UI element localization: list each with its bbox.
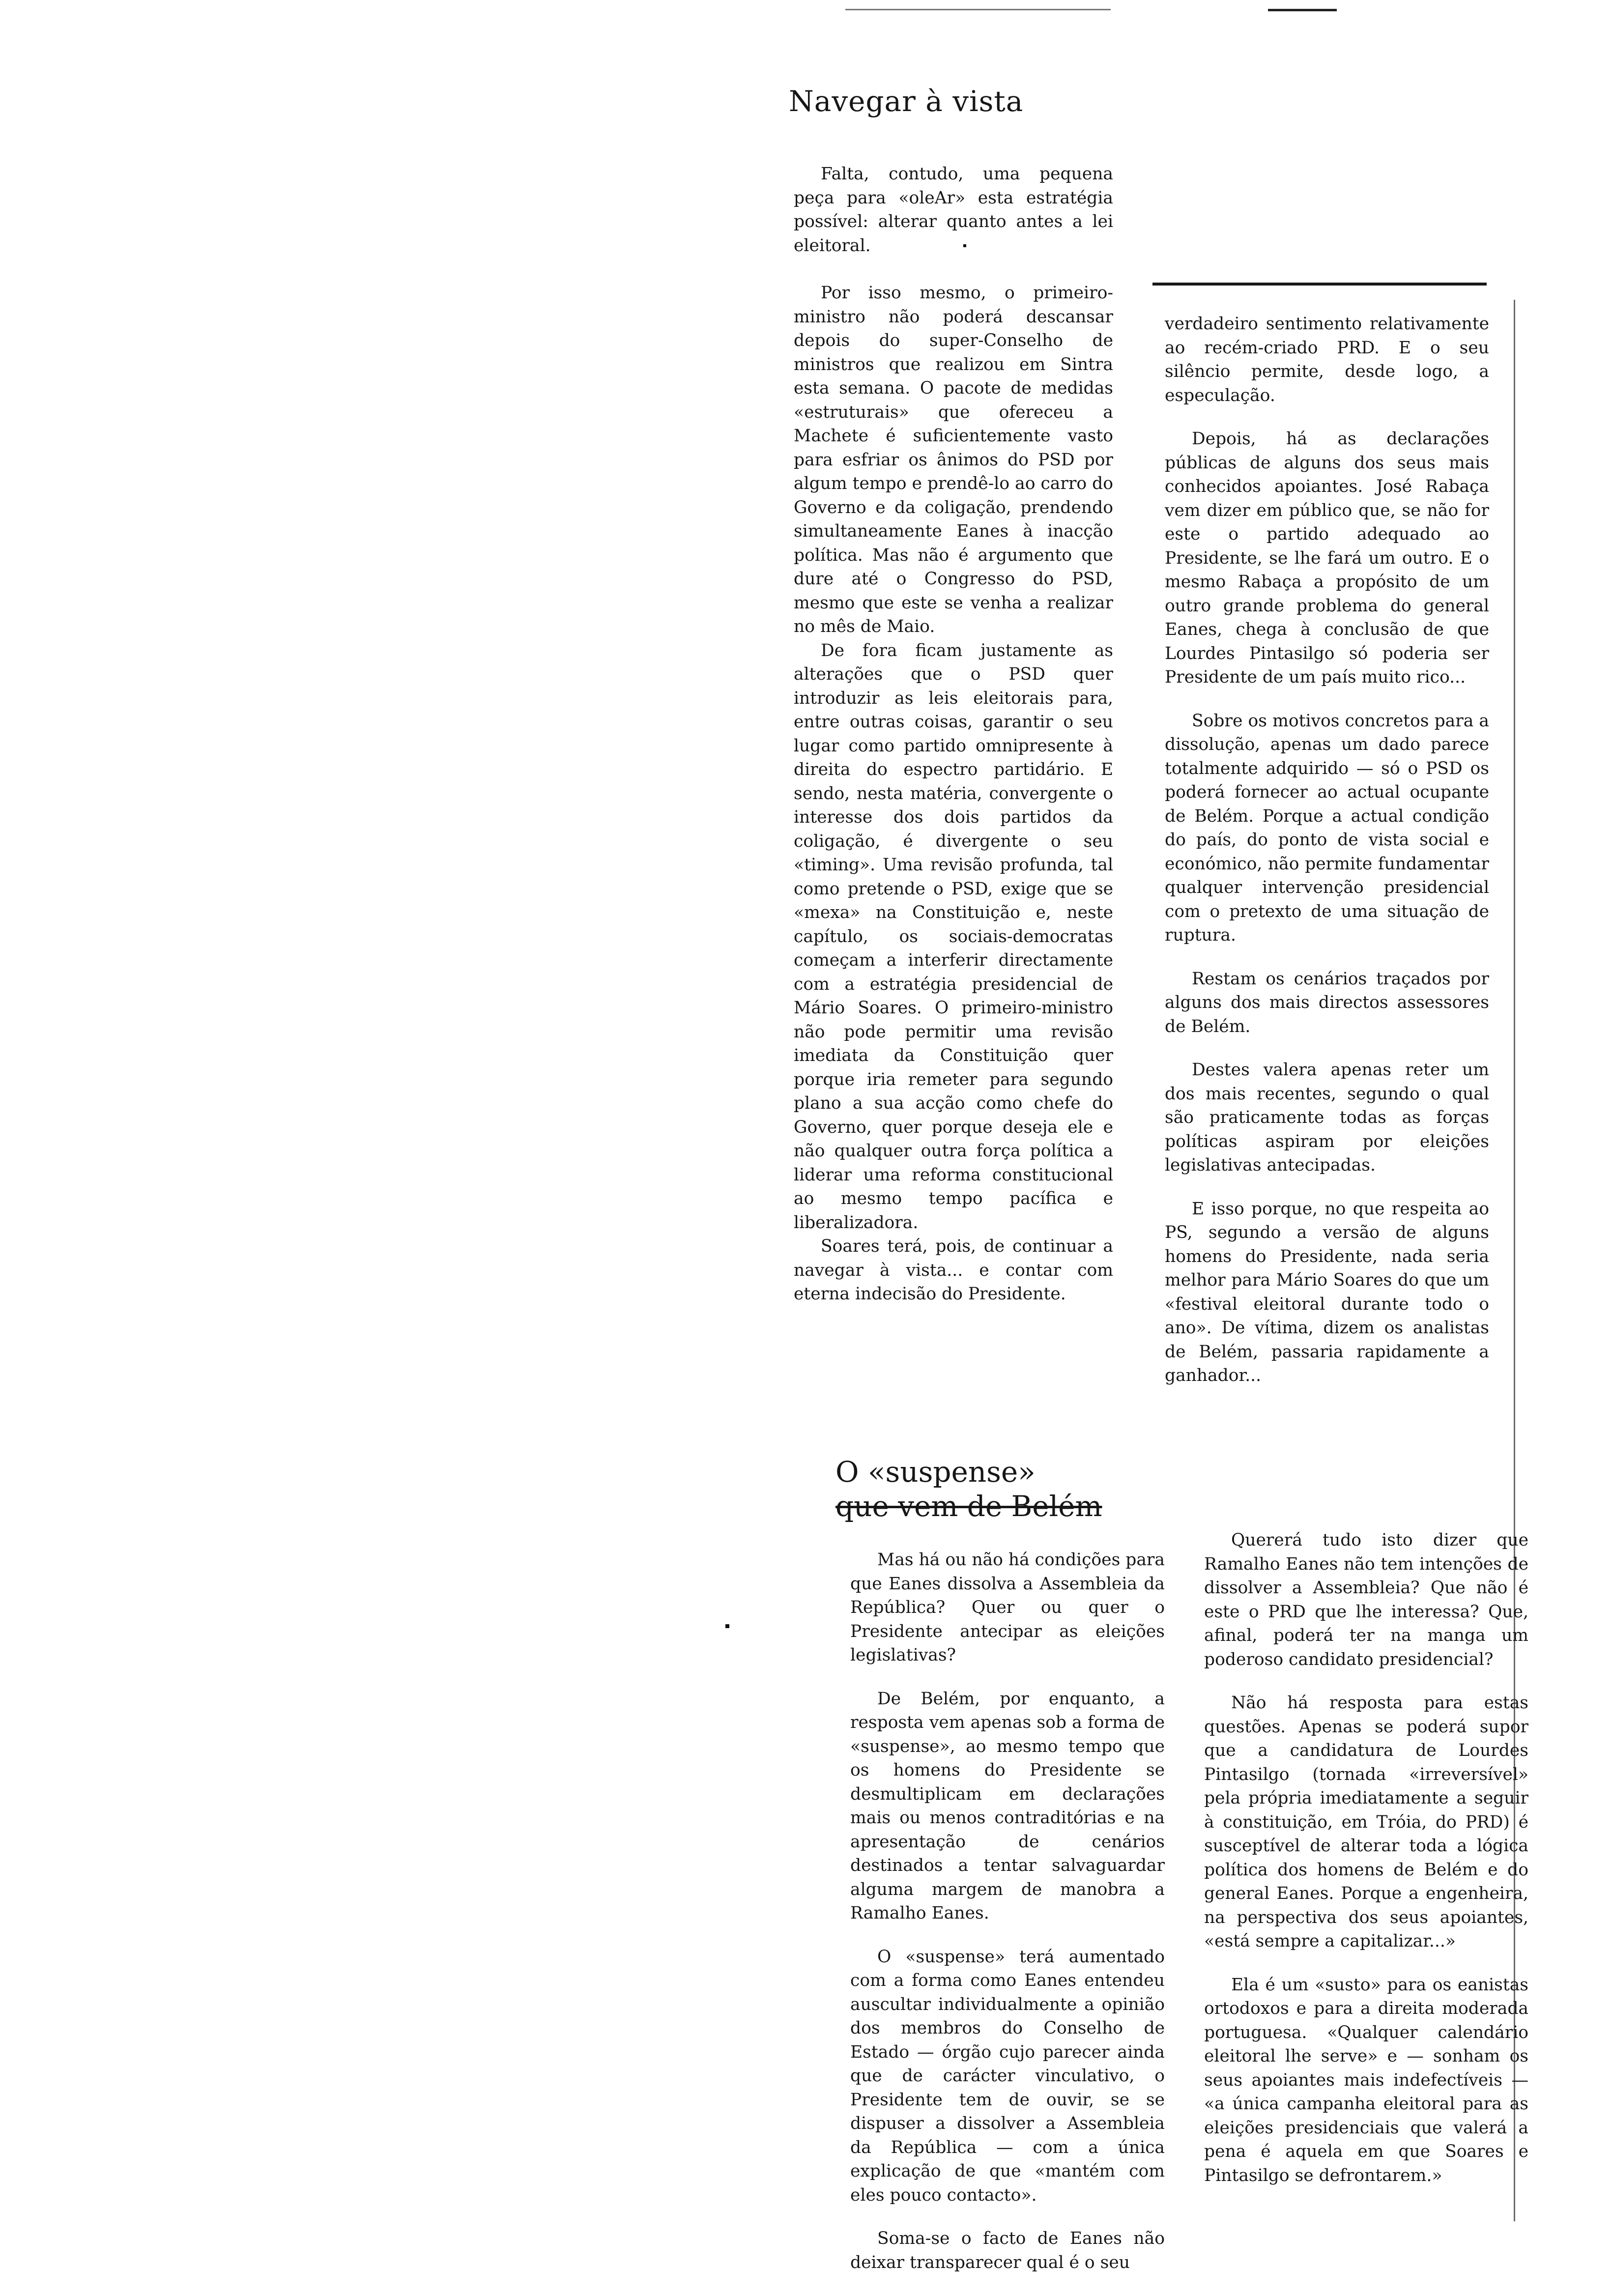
paragraph: Falta, contudo, uma pequena peça para «oleAr» esta estratégia possível: alterar quanto antes a lei eleitoral. — [794, 164, 1113, 256]
paragraph: Por isso mesmo, o primeiro-ministro não poderá descansar depois do super-Conselho de ministros que realizou em Sintra esta semana. O pacote de medidas «estruturais» que ofereceu a Machete é suficientemente vasto para esfriar os ânimos do PSD por algum tempo e prendê-lo ao carro do Governo e da coligação, prendendo simultaneamente Eanes à inacção política. Mas não é argumento que dure até o Congresso do PSD, mesmo que este se venha a realizar no mês de Maio. — [794, 283, 1113, 636]
scan-edge-mark — [1268, 9, 1337, 11]
paragraph: Mas há ou não há condições para que Eanes dissolva a Assembleia da República? Quer ou quer o Presidente antecipar as eleições legislativas? — [850, 1550, 1165, 1665]
subheading-line: O «suspense» — [835, 1455, 1036, 1489]
bottom-left-column — [850, 1548, 1165, 2274]
paragraph: E isso porque, no que respeita ao PS, segundo a versão de alguns homens do Presidente, nada seria melhor para Mário Soares do que um «festival eleitoral durante todo o ano». De vítima, dizem os analistas de Belém, passaria rapidamente a ganhador... — [1165, 1199, 1489, 1385]
paragraph: Ela é um «susto» para os eanistas ortodoxos e para a direita moderada portuguesa. «Qualquer calendário eleitoral lhe serve» e — sonham os seus apoiantes mais indefectíveis — «a única campanha eleitoral para as eleições presidenciais que valerá a pena é aquela em que Soares e Pintasilgo se defrontarem.» — [1204, 1975, 1528, 2185]
paragraph: Soma-se o facto de Eanes não deixar transparecer qual é o seu — [850, 2229, 1165, 2272]
paragraph: Não há resposta para estas questões. Apenas se poderá supor que a candidatura de Lourdes Pintasilgo (tornada «irreversível» pela própria imediatamente a seguir à constituição, em Tróia, do PRD) é susceptível de alterar toda a lógica política dos homens de Belém e do general Eanes. Porque a engenheira, na perspectiva dos seus apoiantes, «está sempre a capitalizar...» — [1204, 1693, 1528, 1951]
paragraph: Restam os cenários traçados por alguns dos mais directos assessores de Belém. — [1165, 969, 1489, 1036]
paragraph: Quererá tudo isto dizer que Ramalho Eanes não tem intenções de dissolver a Assembleia? Que não é este o PRD que lhe interessa? Que, afinal, poderá ter na manga um poderoso candidato presidencial? — [1204, 1530, 1528, 1669]
paragraph: Sobre os motivos concretos para a dissolução, apenas um dado parece totalmente adquirido — só o PSD os poderá fornecer ao actual ocupante de Belém. Porque a actual condição do país, do ponto de vista social e económico, não permite fundamentar qualquer intervenção presidencial com o pretexto de uma situação de ruptura. — [1165, 711, 1489, 945]
scan-edge-mark — [845, 9, 1111, 10]
scan-speck — [725, 1624, 729, 1628]
paragraph: O «suspense» terá aumentado com a forma como Eanes entendeu auscultar individualmente a opinião dos membros do Conselho de Estado — órgão cujo parecer ainda que de carácter vinculativo, o Presidente tem de ouvir, se se dispuser a dissolver a Assembleia da República — com a única explicação de que «mantém com eles pouco contacto». — [850, 1947, 1165, 2205]
column-top-rule — [1152, 283, 1487, 286]
top-right-column — [1165, 312, 1489, 1388]
paragraph: Destes valera apenas reter um dos mais recentes, segundo o qual são praticamente todas as forças políticas aspiram por eleições legislativas antecipadas. — [1165, 1060, 1489, 1175]
paragraph: De Belém, por enquanto, a resposta vem apenas sob a forma de «suspense», ao mesmo tempo que os homens do Presidente se desmultiplicam em declarações mais ou menos contraditórias e na apresentação de cenários destinados a tentar salvaguardar alguma margem de manobra a Ramalho Eanes. — [850, 1689, 1165, 1923]
paragraph: De fora ficam justamente as alterações que o PSD quer introduzir as leis eleitorais para, entre outras coisas, garantir o seu lugar como partido omnipresente à direita do espectro partidário. E sendo, nesta matéria, convergente o interesse dos dois partidos da coligação, é divergente o seu «timing». Uma revisão profunda, tal como pretende o PSD, exige que se «mexa» na Constituição e, neste capítulo, os sociais-democratas começam a interferir directamente com a estratégia presidencial de Mário Soares. O primeiro-ministro não pode permitir uma revisão imediata da Constituição quer porque iria remeter para segundo plano a sua acção como chefe do Governo, quer porque deseja ele e não qualquer outra força política a liderar uma reforma constitucional ao mesmo tempo pacífica e liberalizadora. — [794, 640, 1113, 1233]
paragraph: Soares terá, pois, de continuar a navegar à vista... e contar com eterna indecisão do Presidente. — [794, 1236, 1113, 1304]
paragraph: verdadeiro sentimento relativamente ao recém-criado PRD. E o seu silêncio permite, desde logo, a especulação. — [1165, 314, 1489, 405]
article-headline: Navegar à vista — [789, 85, 1024, 118]
scan-speck — [963, 244, 966, 247]
paragraph: Depois, há as declarações públicas de alguns dos seus mais conhecidos apoiantes. José Rabaça vem dizer em público que, se não for este o partido adequado ao Presidente, se lhe fará um outro. E o mesmo Rabaça a propósito de um outro grande problema do general Eanes, chega à conclusão de que Lourdes Pintasilgo só poderia ser Presidente de um país muito rico... — [1165, 429, 1489, 687]
section-subheading — [835, 1455, 1150, 1523]
top-left-column — [794, 162, 1113, 1306]
bottom-right-column — [1204, 1528, 1528, 2187]
subheading-line: que vem de Belém — [835, 1490, 1102, 1523]
